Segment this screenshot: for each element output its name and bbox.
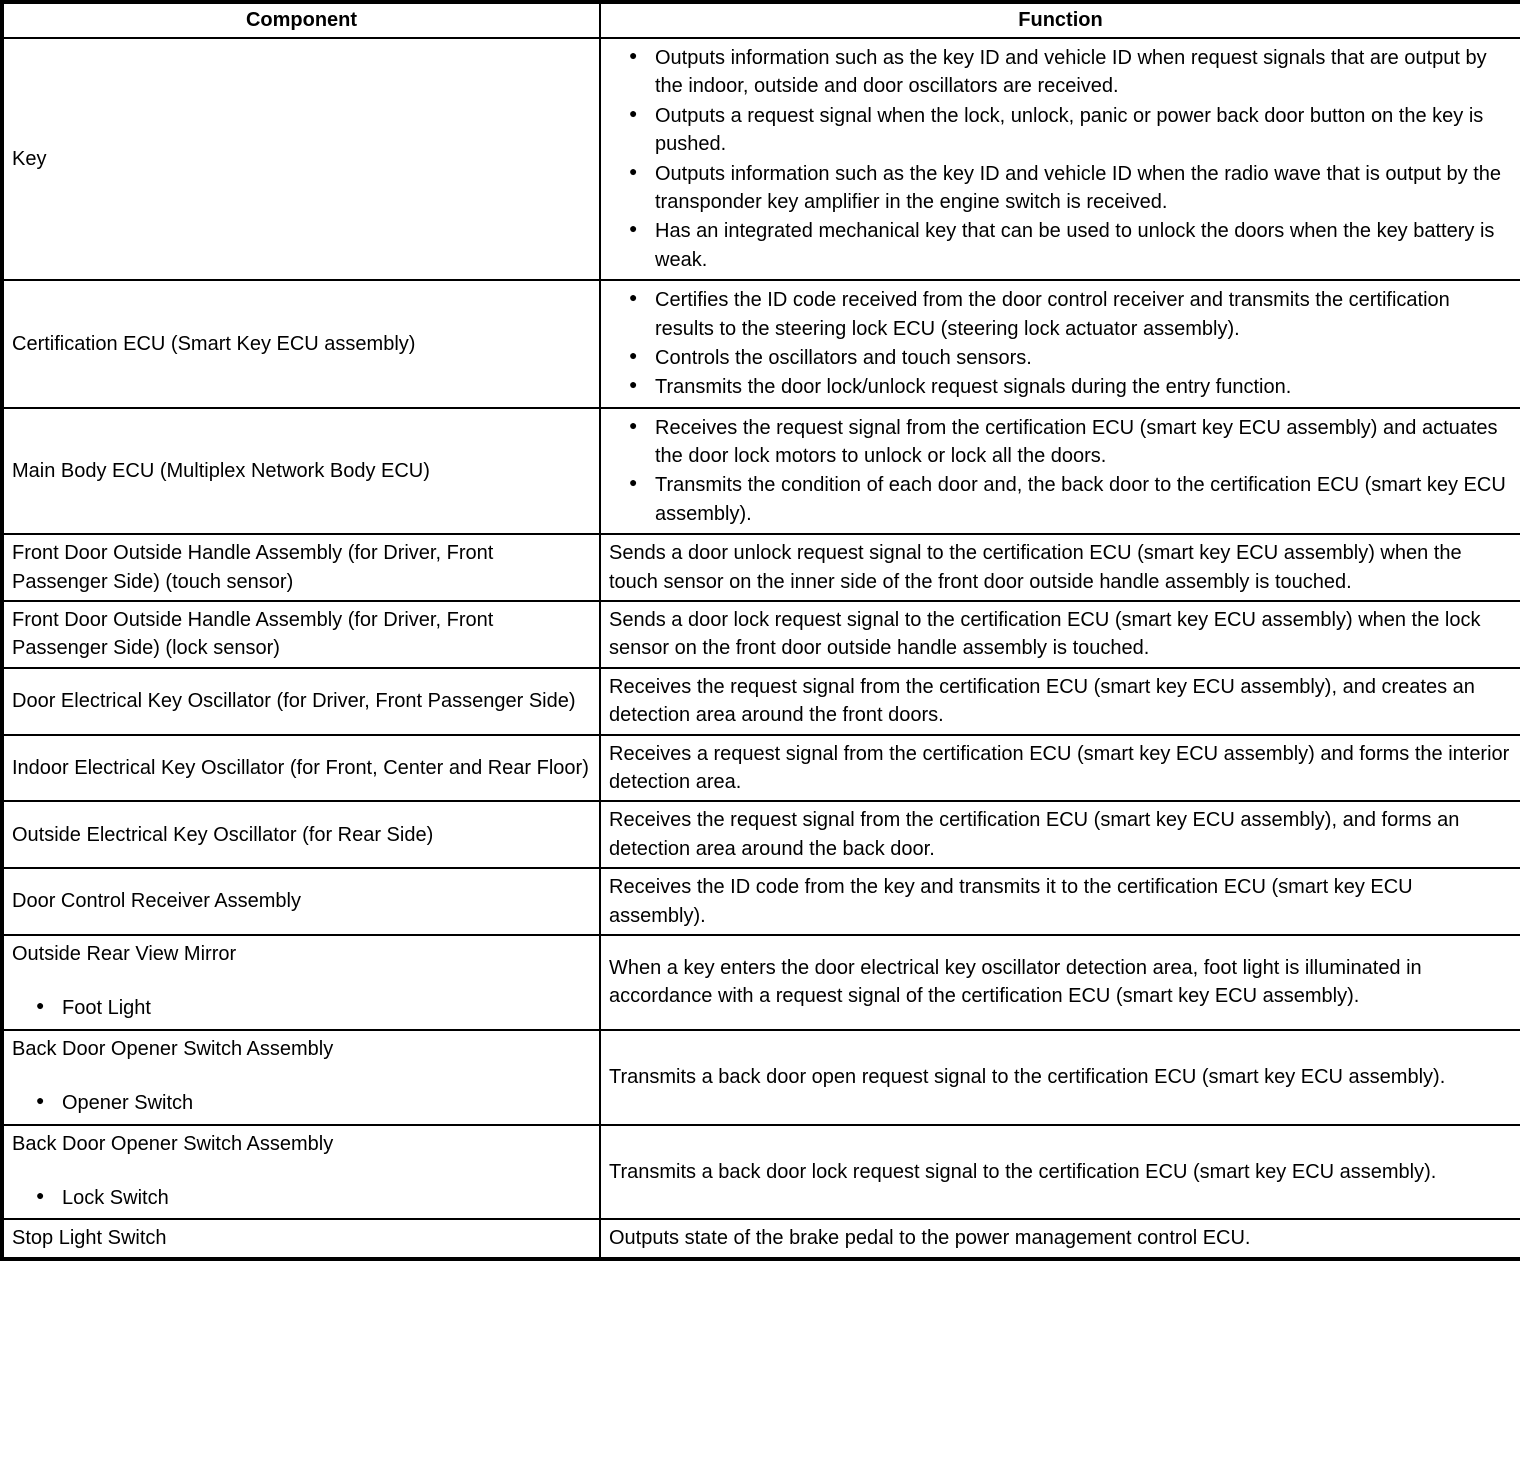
component-cell: [2, 38, 600, 280]
component-cell: [2, 668, 600, 735]
table-row: [2, 408, 1520, 535]
function-bullet-item: ● Has an integrated mechanical key that can be used to unlock the doors when the key battery is weak.: [655, 217, 1512, 274]
table-header: [2, 2, 1520, 38]
component-column-header: Component: [2, 2, 600, 38]
table-row: [2, 280, 1520, 408]
component-cell: [2, 408, 600, 535]
table-row: [2, 38, 1520, 280]
component-cell: [2, 601, 600, 668]
function-cell: [600, 1030, 1520, 1125]
component-cell: [2, 868, 600, 935]
component-title: Outside Rear View Mirror: [12, 942, 237, 965]
component-sub-list: [12, 994, 591, 1022]
component-title: Door Electrical Key Oscillator (for Driver, Front Passenger Side): [12, 690, 576, 712]
function-bullet-item: ● Receives the request signal from the certification ECU (smart key ECU assembly) and actuates the door lock motors to unlock or lock all the doors.: [655, 414, 1512, 471]
table-row: [2, 1125, 1520, 1220]
function-bullet-item: ● Certifies the ID code received from the door control receiver and transmits the certification results to the steering lock ECU (steering lock actuator assembly).: [655, 286, 1512, 343]
function-text: Receives the request signal from the certification ECU (smart key ECU assembly), and forms an detection area around the back door.: [609, 809, 1460, 860]
component-sub-item: ● Opener Switch: [62, 1089, 591, 1117]
function-cell: [600, 38, 1520, 280]
function-bullet-list: [609, 286, 1512, 402]
component-title: Key: [12, 147, 47, 170]
component-cell: [2, 1125, 600, 1220]
function-text: Transmits a back door lock request signal to the certification ECU (smart key ECU assembly).: [609, 1160, 1437, 1183]
function-cell: [600, 534, 1520, 601]
component-title: Indoor Electrical Key Oscillator (for Front, Center and Rear Floor): [12, 756, 589, 779]
table-row: [2, 1030, 1520, 1125]
component-cell: [2, 1219, 600, 1258]
function-cell: [600, 1125, 1520, 1220]
function-cell: [600, 1219, 1520, 1258]
component-title: Back Door Opener Switch Assembly: [12, 1132, 334, 1155]
table-row: [2, 868, 1520, 935]
function-text: Receives a request signal from the certification ECU (smart key ECU assembly) and forms the interior detection area.: [609, 742, 1510, 793]
function-bullet-item: ● Controls the oscillators and touch sensors.: [655, 344, 1512, 372]
table-row: [2, 735, 1520, 802]
component-title: Back Door Opener Switch Assembly: [12, 1037, 334, 1060]
function-column-header: Function: [600, 2, 1520, 38]
component-sub-item: ● Lock Switch: [62, 1184, 591, 1212]
function-text: Transmits a back door open request signal to the certification ECU (smart key ECU assembly).: [609, 1065, 1446, 1088]
component-title: Outside Electrical Key Oscillator (for Rear Side): [12, 823, 434, 846]
function-bullet-list: [609, 44, 1512, 274]
component-title: Stop Light Switch: [12, 1227, 167, 1250]
function-bullet-item: ● Transmits the door lock/unlock request signals during the entry function.: [655, 373, 1512, 401]
component-title: Door Control Receiver Assembly: [12, 890, 301, 913]
component-title: Front Door Outside Handle Assembly (for Driver, Front Passenger Side) (lock sensor): [12, 609, 494, 660]
function-cell: [600, 735, 1520, 802]
header-row: [2, 2, 1520, 38]
function-text: Sends a door unlock request signal to the certification ECU (smart key ECU assembly) when the touch sensor on the inner side of the front door outside handle assembly is touched.: [609, 542, 1462, 593]
function-cell: [600, 668, 1520, 735]
component-title: Front Door Outside Handle Assembly (for Driver, Front Passenger Side) (touch sensor): [12, 542, 494, 593]
function-text: Sends a door lock request signal to the certification ECU (smart key ECU assembly) when the lock sensor on the front door outside handle assembly is touched.: [609, 609, 1481, 660]
function-text: Outputs state of the brake pedal to the power management control ECU.: [609, 1227, 1251, 1250]
function-cell: [600, 280, 1520, 408]
function-text: Receives the request signal from the certification ECU (smart key ECU assembly), and creates an detection area around the front doors.: [609, 675, 1475, 727]
component-cell: [2, 1030, 600, 1125]
component-title: Certification ECU (Smart Key ECU assembly): [12, 332, 416, 355]
function-bullet-item: ● Outputs information such as the key ID and vehicle ID when the radio wave that is output by the transponder key amplifier in the engine switch is received.: [655, 160, 1512, 217]
function-cell: [600, 408, 1520, 535]
component-cell: [2, 935, 600, 1030]
function-cell: [600, 601, 1520, 668]
table-row: [2, 801, 1520, 868]
component-cell: [2, 534, 600, 601]
component-cell: [2, 801, 600, 868]
table-row: [2, 601, 1520, 668]
component-sub-list: [12, 1089, 591, 1117]
function-bullet-list: [609, 414, 1512, 529]
function-text: Receives the ID code from the key and transmits it to the certification ECU (smart key ECU assembly).: [609, 876, 1413, 927]
table-row: [2, 1219, 1520, 1258]
table-row: [2, 534, 1520, 601]
component-cell: [2, 280, 600, 408]
component-sub-item: ● Foot Light: [62, 994, 591, 1022]
table-row: [2, 668, 1520, 735]
component-cell: [2, 735, 600, 802]
function-bullet-item: ● Transmits the condition of each door and, the back door to the certification ECU (smart key ECU assembly).: [655, 471, 1512, 528]
table-row: [2, 935, 1520, 1030]
function-bullet-item: ● Outputs information such as the key ID and vehicle ID when request signals that are output by the indoor, outside and door oscillators are received.: [655, 44, 1512, 101]
component-sub-list: [12, 1184, 591, 1212]
function-bullet-item: ● Outputs a request signal when the lock, unlock, panic or power back door button on the key is pushed.: [655, 102, 1512, 159]
table-body: [2, 38, 1520, 1259]
component-title: Main Body ECU (Multiplex Network Body ECU): [12, 459, 430, 482]
function-cell: [600, 801, 1520, 868]
function-text: When a key enters the door electrical key oscillator detection area, foot light is illuminated in accordance with a request signal of the certification ECU (smart key ECU assembly).: [609, 956, 1422, 1008]
function-cell: [600, 868, 1520, 935]
function-cell: [600, 935, 1520, 1030]
